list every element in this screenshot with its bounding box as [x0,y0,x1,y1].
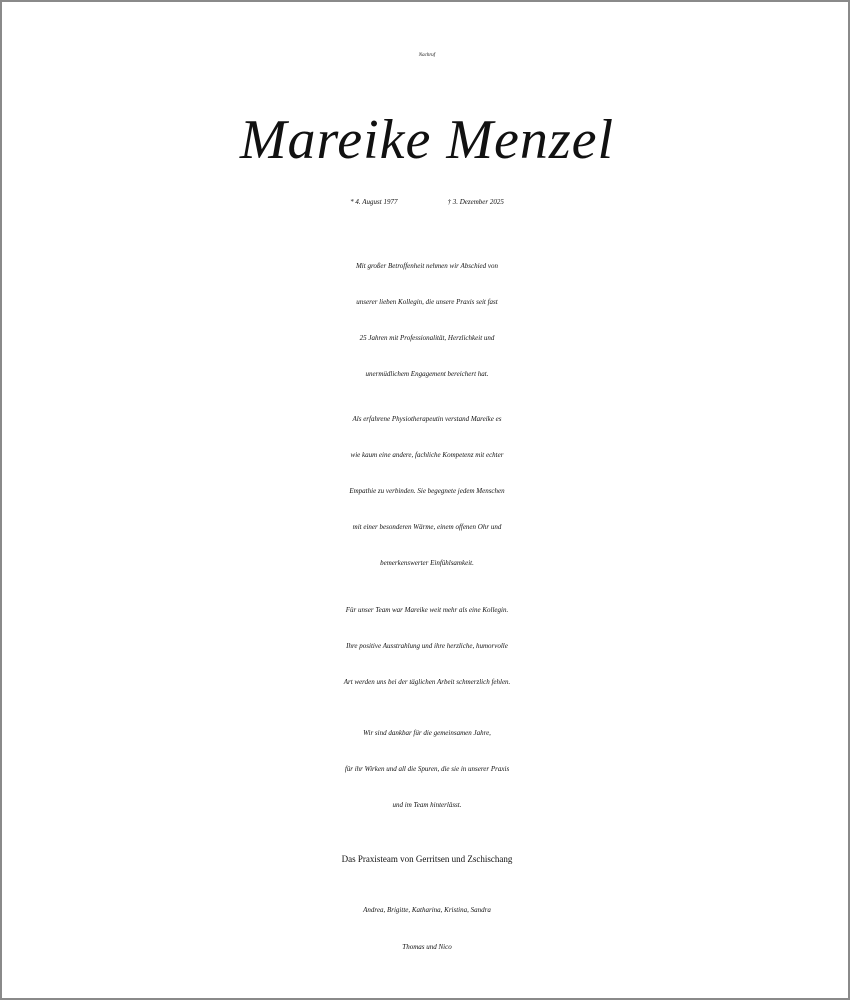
signer-line: Das Praxisteam von Gerritsen und Zschischang [341,854,513,864]
paragraph-line: Als erfahrene Physiotherapeutin verstand Mareike es [352,415,502,423]
paragraph-1 [2,248,850,392]
paragraph-line: Ihre positive Ausstrahlung und ihre herzliche, humorvolle [346,642,508,650]
paragraph-line: für ihr Wirken und all die Spuren, die sie in unserer Praxis [344,765,510,773]
paragraph-line: und im Team hinterlässt. [392,801,462,809]
paragraph-line: Für unser Team war Mareike weit mehr als eine Kollegin. [345,606,509,614]
paragraph-4 [2,715,850,823]
paragraph-line: 25 Jahren mit Professionalität, Herzlichkeit und [359,334,495,342]
paragraph-line: Mit großer Betroffenheit nehmen wir Abschied von [355,262,499,270]
paragraph-line: unserer lieben Kollegin, die unsere Praxis seit fast [356,298,498,306]
paragraph-line: unermüdlichem Engagement bereichert hat. [365,370,489,378]
paragraph-line: bemerkenswerter Einfühlsamkeit. [380,559,474,567]
team-names-line: Thomas und Nico [402,943,452,951]
paragraph-2 [2,401,850,581]
team-names [2,892,850,966]
deceased-name: Mareike Menzel [239,109,615,171]
paragraph-line: Art werden uns bei der täglichen Arbeit schmerzlich fehlen. [343,678,511,686]
paragraph-line: mit einer besonderen Wärme, einem offenen Ohr und [352,523,502,531]
birth-date: * 4. August 1977 [350,198,398,206]
paragraph-line: Empathie zu verbinden. Sie begegnete jedem Menschen [349,487,505,495]
paragraph-line: Wir sind dankbar für die gemeinsamen Jahre, [363,729,491,737]
death-date: † 3. Dezember 2025 [447,198,504,206]
paragraph-line: wie kaum eine andere, fachliche Kompetenz mit echter [350,451,504,459]
notice-heading: Nachruf [418,53,436,58]
paragraph-3 [2,592,850,700]
life-dates [2,184,850,220]
team-names-line: Andrea, Brigitte, Katharina, Kristina, Sandra [363,906,491,914]
